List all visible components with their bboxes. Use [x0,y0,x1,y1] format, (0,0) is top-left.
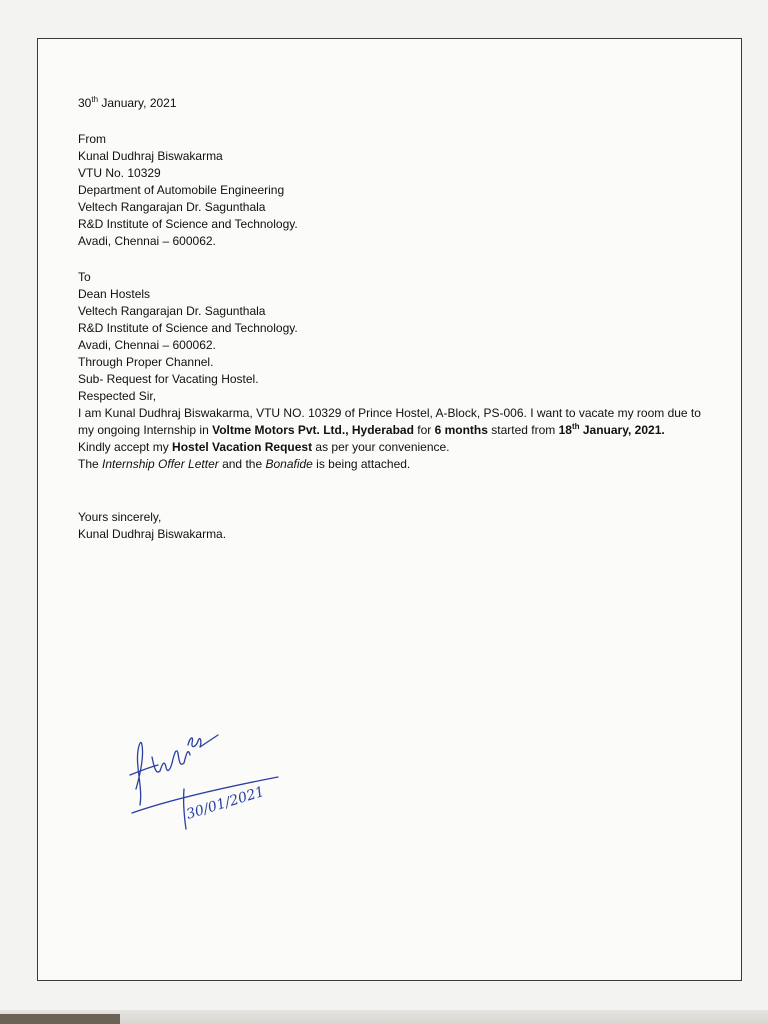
p3-text-b: and the [218,457,266,471]
sender-block [78,131,718,250]
p1-end: . [661,423,665,437]
body-paragraph-1 [78,405,718,439]
to-label: To [78,270,91,284]
p2-text-b: as per your convenience. [312,440,450,454]
p1-start-date [558,422,665,437]
recipient-title: Dean Hostels [78,287,151,301]
sender-department: Department of Automobile Engineering [78,183,285,197]
recipient-block [78,269,718,354]
sender-vtu: VTU No. 10329 [78,166,161,180]
closing-line: Yours sincerely, [78,510,162,524]
sender-city: Avadi, Chennai – 600062. [78,234,216,248]
body-paragraph-3 [78,456,718,473]
sender-name: Kunal Dudhraj Biswakarma [78,149,223,163]
signature-date: 30/01/2021 [184,783,267,823]
closing-name: Kunal Dudhraj Biswakarma. [78,527,227,541]
p1-text-a: I am Kunal Dudhraj Biswakarma, VTU NO. 10329 of Prince Hostel, A-Block, PS-006. I want to vacate my room due to my ongoing Internship in [78,406,701,437]
letter-date [78,95,718,112]
table-edge [0,1010,768,1024]
p1-start-day: 18 [558,423,572,437]
date-suffix: th [91,95,99,104]
handwritten-signature [126,727,267,832]
letter-page [37,38,742,981]
p3-offer-letter: Internship Offer Letter [102,457,219,471]
p1-duration: 6 months [434,423,488,437]
recipient-college-1: Veltech Rangarajan Dr. Sagunthala [78,304,266,318]
sender-college-2: R&D Institute of Science and Technology. [78,217,298,231]
date-rest: January, 2021 [98,96,177,110]
letter-body [78,95,718,823]
from-label: From [78,132,106,146]
date-day: 30 [78,96,92,110]
sender-college-1: Veltech Rangarajan Dr. Sagunthala [78,200,266,214]
p1-company: Voltme Motors Pvt. Ltd., Hyderabad [212,423,414,437]
p3-bonafide: Bonafide [265,457,313,471]
salutation: Respected Sir, [78,389,157,403]
p2-text-a: Kindly accept my [78,440,173,454]
body-paragraph-2 [78,439,718,456]
recipient-college-2: R&D Institute of Science and Technology. [78,321,298,335]
p1-text-b: for [413,423,435,437]
through-line: Through Proper Channel. [78,355,214,369]
p1-start-rest: January, 2021 [579,423,662,437]
p1-start-suffix: th [571,422,580,431]
p2-request: Hostel Vacation Request [172,440,313,454]
closing-block [78,509,718,543]
p1-text-c: started from [487,423,559,437]
table-shadow [0,1014,120,1024]
p3-text-a: The [78,457,103,471]
recipient-city: Avadi, Chennai – 600062. [78,338,216,352]
p3-text-c: is being attached. [312,457,411,471]
subject-line: Sub- Request for Vacating Hostel. [78,372,259,386]
